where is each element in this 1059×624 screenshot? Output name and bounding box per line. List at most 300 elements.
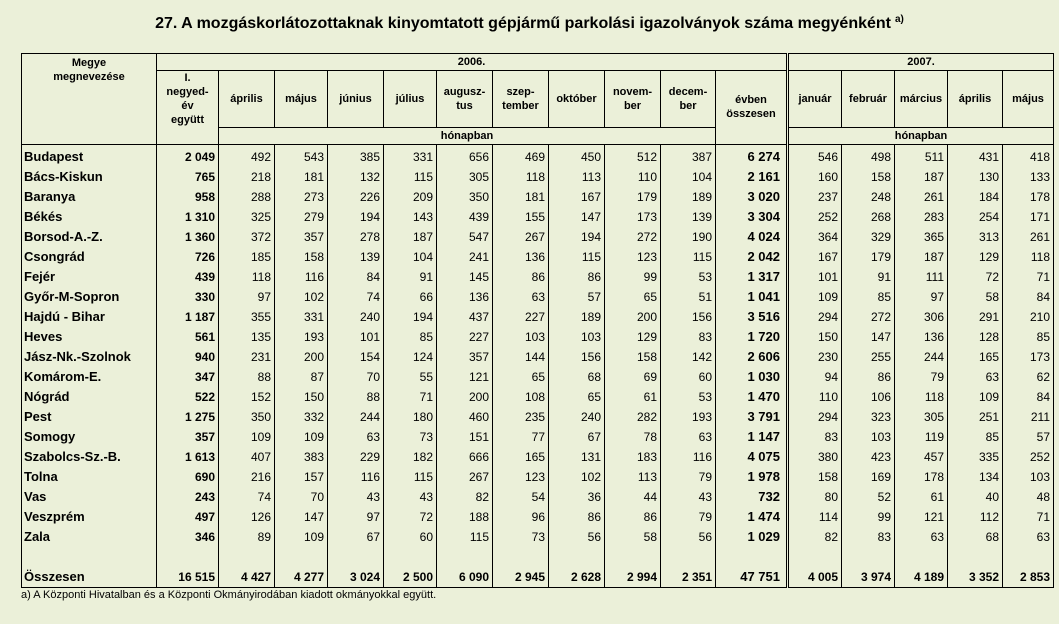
value-cell: 113: [605, 467, 661, 487]
value-cell: 193: [275, 327, 328, 347]
value-cell: 329: [842, 227, 895, 247]
value-cell: 291: [948, 307, 1003, 327]
value-cell: 147: [549, 207, 605, 227]
value-cell: 52: [842, 487, 895, 507]
value-cell: 118: [493, 167, 549, 187]
table-row: [22, 207, 1054, 227]
months-2006-unit: hónapban: [219, 127, 716, 144]
value-cell: 498: [842, 147, 895, 167]
value-cell: 656: [437, 147, 493, 167]
table-row: [22, 187, 1054, 207]
value-cell: 60: [384, 527, 437, 547]
value-cell: 272: [605, 227, 661, 247]
value-cell: 179: [842, 247, 895, 267]
value-cell: 139: [328, 247, 384, 267]
value-cell: 347: [157, 367, 219, 387]
value-cell: 51: [661, 287, 716, 307]
value-cell: 101: [789, 267, 842, 287]
value-cell: 268: [842, 207, 895, 227]
value-cell: 178: [1003, 187, 1054, 207]
value-cell: 56: [549, 527, 605, 547]
data-table: [21, 53, 1054, 588]
value-cell: 108: [493, 387, 549, 407]
value-cell: 115: [661, 247, 716, 267]
value-cell: 423: [842, 447, 895, 467]
value-cell: 306: [895, 307, 948, 327]
table-row: [22, 487, 1054, 507]
table-row: [22, 427, 1054, 447]
value-cell: 91: [384, 267, 437, 287]
county-name: Heves: [22, 327, 157, 347]
value-cell: 97: [328, 507, 384, 527]
table-row: [22, 307, 1054, 327]
value-cell: 79: [661, 507, 716, 527]
value-cell: 3 352: [948, 567, 1003, 588]
value-cell: 70: [328, 367, 384, 387]
value-cell: 44: [605, 487, 661, 507]
value-cell: 190: [661, 227, 716, 247]
value-cell: 84: [328, 267, 384, 287]
value-cell: 139: [661, 207, 716, 227]
col-header-jan07: január: [789, 71, 842, 128]
value-cell: 126: [219, 507, 275, 527]
value-cell: 60: [661, 367, 716, 387]
value-cell: 135: [219, 327, 275, 347]
value-cell: 188: [437, 507, 493, 527]
value-cell: 335: [948, 447, 1003, 467]
value-cell: 118: [219, 267, 275, 287]
value-cell: 6 090: [437, 567, 493, 588]
table-row: [22, 507, 1054, 527]
value-cell: 450: [549, 147, 605, 167]
value-cell: 282: [605, 407, 661, 427]
year-total-cell: 2 161: [716, 167, 787, 187]
value-cell: 112: [948, 507, 1003, 527]
value-cell: 235: [493, 407, 549, 427]
value-cell: 150: [789, 327, 842, 347]
value-cell: 305: [895, 407, 948, 427]
value-cell: 180: [384, 407, 437, 427]
value-cell: 165: [493, 447, 549, 467]
value-cell: 71: [1003, 507, 1054, 527]
value-cell: 346: [157, 527, 219, 547]
value-cell: 158: [275, 247, 328, 267]
year-total-cell: 1 029: [716, 527, 787, 547]
value-cell: 106: [842, 387, 895, 407]
col-header-jul06: július: [384, 71, 437, 128]
value-cell: 69: [605, 367, 661, 387]
value-cell: 3 974: [842, 567, 895, 588]
value-cell: 86: [493, 267, 549, 287]
county-name: Pest: [22, 407, 157, 427]
table-row: [22, 447, 1054, 467]
value-cell: 102: [549, 467, 605, 487]
county-header: Megye megnevezése: [22, 54, 157, 145]
value-cell: 58: [948, 287, 1003, 307]
year-total-cell: 1 317: [716, 267, 787, 287]
year-2007-header: 2007.: [789, 54, 1054, 71]
value-cell: 65: [493, 367, 549, 387]
value-cell: 99: [605, 267, 661, 287]
value-cell: 157: [275, 467, 328, 487]
value-cell: 1 360: [157, 227, 219, 247]
col-header-apr06: április: [219, 71, 275, 128]
value-cell: 87: [275, 367, 328, 387]
value-cell: 109: [789, 287, 842, 307]
value-cell: 97: [219, 287, 275, 307]
value-cell: 145: [437, 267, 493, 287]
table-row: [22, 227, 1054, 247]
year-total-cell: 1 147: [716, 427, 787, 447]
value-cell: 3 024: [328, 567, 384, 588]
value-cell: 251: [948, 407, 1003, 427]
col-header-feb07: február: [842, 71, 895, 128]
table-body: [22, 144, 1054, 587]
value-cell: 73: [493, 527, 549, 547]
value-cell: 364: [789, 227, 842, 247]
value-cell: 690: [157, 467, 219, 487]
value-cell: 154: [328, 347, 384, 367]
value-cell: 200: [605, 307, 661, 327]
value-cell: 365: [895, 227, 948, 247]
year-total-cell: 1 470: [716, 387, 787, 407]
value-cell: 323: [842, 407, 895, 427]
year-total-cell: 4 024: [716, 227, 787, 247]
value-cell: 104: [384, 247, 437, 267]
value-cell: 209: [384, 187, 437, 207]
table-row: [22, 247, 1054, 267]
value-cell: 2 351: [661, 567, 716, 588]
value-cell: 147: [842, 327, 895, 347]
year-total-cell: 1 030: [716, 367, 787, 387]
value-cell: 53: [661, 387, 716, 407]
value-cell: 288: [219, 187, 275, 207]
value-cell: 103: [1003, 467, 1054, 487]
value-cell: 43: [384, 487, 437, 507]
value-cell: 136: [493, 247, 549, 267]
table-row: [22, 267, 1054, 287]
value-cell: 61: [895, 487, 948, 507]
col-header-dec06: decem- ber: [661, 71, 716, 128]
value-cell: 80: [789, 487, 842, 507]
value-cell: 16 515: [157, 567, 219, 588]
value-cell: 61: [605, 387, 661, 407]
county-name: Borsod-A.-Z.: [22, 227, 157, 247]
value-cell: 63: [493, 287, 549, 307]
value-cell: 72: [948, 267, 1003, 287]
county-name: Tolna: [22, 467, 157, 487]
value-cell: 109: [948, 387, 1003, 407]
value-cell: 103: [842, 427, 895, 447]
value-cell: 43: [328, 487, 384, 507]
value-cell: 115: [437, 527, 493, 547]
value-cell: 469: [493, 147, 549, 167]
value-cell: 152: [219, 387, 275, 407]
value-cell: 133: [1003, 167, 1054, 187]
months-2007-unit: hónapban: [789, 127, 1054, 144]
page-title: [0, 14, 1059, 33]
year-total-cell: 3 516: [716, 307, 787, 327]
title-text: 27. A mozgáskorlátozottaknak kinyomtatott gépjármű parkolási igazolványok száma megyénként: [155, 15, 891, 32]
value-cell: 240: [549, 407, 605, 427]
value-cell: 116: [661, 447, 716, 467]
value-cell: 243: [157, 487, 219, 507]
value-cell: 150: [275, 387, 328, 407]
year-total-cell: 47 751: [716, 567, 787, 588]
county-name: Fejér: [22, 267, 157, 287]
value-cell: 63: [948, 367, 1003, 387]
value-cell: 261: [1003, 227, 1054, 247]
value-cell: 407: [219, 447, 275, 467]
value-cell: 194: [328, 207, 384, 227]
value-cell: 156: [661, 307, 716, 327]
value-cell: 283: [895, 207, 948, 227]
value-cell: 958: [157, 187, 219, 207]
value-cell: 85: [842, 287, 895, 307]
value-cell: 134: [948, 467, 1003, 487]
value-cell: 36: [549, 487, 605, 507]
year-total-cell: 3 020: [716, 187, 787, 207]
value-cell: 189: [661, 187, 716, 207]
year-total-cell: 1 041: [716, 287, 787, 307]
value-cell: 765: [157, 167, 219, 187]
col-header-sep06: szep- tember: [493, 71, 549, 128]
year-total-cell: 3 791: [716, 407, 787, 427]
value-cell: 89: [219, 527, 275, 547]
value-cell: 252: [1003, 447, 1054, 467]
col-header-apr07: április: [948, 71, 1003, 128]
value-cell: 143: [384, 207, 437, 227]
value-cell: 67: [328, 527, 384, 547]
value-cell: 267: [437, 467, 493, 487]
value-cell: 57: [549, 287, 605, 307]
value-cell: 86: [842, 367, 895, 387]
year-total-cell: 1 474: [716, 507, 787, 527]
county-name: Győr-M-Sopron: [22, 287, 157, 307]
value-cell: 231: [219, 347, 275, 367]
value-cell: 187: [895, 247, 948, 267]
value-cell: 229: [328, 447, 384, 467]
year-2006-header: 2006.: [157, 54, 787, 71]
value-cell: 492: [219, 147, 275, 167]
value-cell: 173: [1003, 347, 1054, 367]
value-cell: 131: [549, 447, 605, 467]
value-cell: 267: [493, 227, 549, 247]
value-cell: 189: [549, 307, 605, 327]
value-cell: 332: [275, 407, 328, 427]
value-cell: 167: [789, 247, 842, 267]
county-name: Vas: [22, 487, 157, 507]
col-header-nov06: novem- ber: [605, 71, 661, 128]
title-note: a): [895, 14, 904, 25]
value-cell: 77: [493, 427, 549, 447]
value-cell: 57: [1003, 427, 1054, 447]
value-cell: 187: [384, 227, 437, 247]
value-cell: 73: [384, 427, 437, 447]
value-cell: 210: [1003, 307, 1054, 327]
value-cell: 85: [384, 327, 437, 347]
value-cell: 65: [549, 387, 605, 407]
value-cell: 63: [1003, 527, 1054, 547]
year-total-cell: 2 606: [716, 347, 787, 367]
value-cell: 4 005: [789, 567, 842, 588]
value-cell: 179: [605, 187, 661, 207]
value-cell: 522: [157, 387, 219, 407]
value-cell: 294: [789, 407, 842, 427]
table-row: [22, 407, 1054, 427]
value-cell: 4 189: [895, 567, 948, 588]
value-cell: 67: [549, 427, 605, 447]
year-total-cell: 4 075: [716, 447, 787, 467]
value-cell: 129: [948, 247, 1003, 267]
value-cell: 68: [549, 367, 605, 387]
value-cell: 84: [1003, 387, 1054, 407]
year-total-cell: 3 304: [716, 207, 787, 227]
value-cell: 2 049: [157, 147, 219, 167]
value-cell: 372: [219, 227, 275, 247]
value-cell: 331: [275, 307, 328, 327]
value-cell: 184: [948, 187, 1003, 207]
value-cell: 142: [661, 347, 716, 367]
value-cell: 437: [437, 307, 493, 327]
county-name: Összesen: [22, 567, 157, 588]
table-row: [22, 527, 1054, 547]
value-cell: 546: [789, 147, 842, 167]
value-cell: 248: [842, 187, 895, 207]
value-cell: 543: [275, 147, 328, 167]
value-cell: 86: [605, 507, 661, 527]
col-header-jun06: június: [328, 71, 384, 128]
value-cell: 119: [895, 427, 948, 447]
value-cell: 261: [895, 187, 948, 207]
value-cell: 63: [328, 427, 384, 447]
col-header-q1: I. negyed- év együtt: [157, 71, 219, 128]
value-cell: 431: [948, 147, 1003, 167]
footnote: a) A Központi Hivatalban és a Központi Okmányirodában kiadott okmányokkal együtt.: [21, 589, 437, 601]
value-cell: 158: [789, 467, 842, 487]
value-cell: 91: [842, 267, 895, 287]
value-cell: 116: [328, 467, 384, 487]
value-cell: 132: [328, 167, 384, 187]
value-cell: 121: [437, 367, 493, 387]
value-cell: 272: [842, 307, 895, 327]
value-cell: 118: [1003, 247, 1054, 267]
value-cell: 173: [605, 207, 661, 227]
value-cell: 56: [661, 527, 716, 547]
value-cell: 111: [895, 267, 948, 287]
value-cell: 278: [328, 227, 384, 247]
table-row: [22, 327, 1054, 347]
value-cell: 181: [493, 187, 549, 207]
value-cell: 86: [549, 267, 605, 287]
table-row: [22, 347, 1054, 367]
value-cell: 940: [157, 347, 219, 367]
value-cell: 194: [549, 227, 605, 247]
value-cell: 244: [895, 347, 948, 367]
value-cell: 230: [789, 347, 842, 367]
value-cell: 357: [275, 227, 328, 247]
value-cell: 279: [275, 207, 328, 227]
value-cell: 273: [275, 187, 328, 207]
value-cell: 70: [275, 487, 328, 507]
value-cell: 83: [789, 427, 842, 447]
table-row: [22, 387, 1054, 407]
county-name: Baranya: [22, 187, 157, 207]
value-cell: 457: [895, 447, 948, 467]
value-cell: 99: [842, 507, 895, 527]
year-total-cell: 2 042: [716, 247, 787, 267]
value-cell: 216: [219, 467, 275, 487]
value-cell: 63: [895, 527, 948, 547]
value-cell: 103: [493, 327, 549, 347]
value-cell: 136: [437, 287, 493, 307]
value-cell: 383: [275, 447, 328, 467]
value-cell: 497: [157, 507, 219, 527]
value-cell: 512: [605, 147, 661, 167]
value-cell: 325: [219, 207, 275, 227]
value-cell: 72: [384, 507, 437, 527]
value-cell: 65: [605, 287, 661, 307]
value-cell: 128: [948, 327, 1003, 347]
year-total-cell: 1 978: [716, 467, 787, 487]
value-cell: 62: [1003, 367, 1054, 387]
county-name: Veszprém: [22, 507, 157, 527]
value-cell: 200: [437, 387, 493, 407]
value-cell: 244: [328, 407, 384, 427]
value-cell: 547: [437, 227, 493, 247]
col-header-may06: május: [275, 71, 328, 128]
value-cell: 294: [789, 307, 842, 327]
county-name: Jász-Nk.-Szolnok: [22, 347, 157, 367]
value-cell: 305: [437, 167, 493, 187]
value-cell: 1 187: [157, 307, 219, 327]
value-cell: 74: [219, 487, 275, 507]
value-cell: 118: [895, 387, 948, 407]
value-cell: 58: [605, 527, 661, 547]
value-cell: 226: [328, 187, 384, 207]
county-name: Hajdú - Bihar: [22, 307, 157, 327]
value-cell: 331: [384, 147, 437, 167]
county-name: Komárom-E.: [22, 367, 157, 387]
value-cell: 136: [895, 327, 948, 347]
value-cell: 151: [437, 427, 493, 447]
table-row: [22, 467, 1054, 487]
value-cell: 113: [549, 167, 605, 187]
value-cell: 255: [842, 347, 895, 367]
value-cell: 511: [895, 147, 948, 167]
value-cell: 211: [1003, 407, 1054, 427]
value-cell: 158: [842, 167, 895, 187]
value-cell: 350: [219, 407, 275, 427]
col-header-aug06: augusz- tus: [437, 71, 493, 128]
value-cell: 115: [384, 467, 437, 487]
value-cell: 123: [605, 247, 661, 267]
value-cell: 252: [789, 207, 842, 227]
value-cell: 2 945: [493, 567, 549, 588]
value-cell: 71: [384, 387, 437, 407]
value-cell: 124: [384, 347, 437, 367]
value-cell: 85: [948, 427, 1003, 447]
value-cell: 83: [842, 527, 895, 547]
value-cell: 193: [661, 407, 716, 427]
county-name: Csongrád: [22, 247, 157, 267]
value-cell: 53: [661, 267, 716, 287]
value-cell: 130: [948, 167, 1003, 187]
value-cell: 350: [437, 187, 493, 207]
value-cell: 116: [275, 267, 328, 287]
value-cell: 169: [842, 467, 895, 487]
value-cell: 439: [157, 267, 219, 287]
